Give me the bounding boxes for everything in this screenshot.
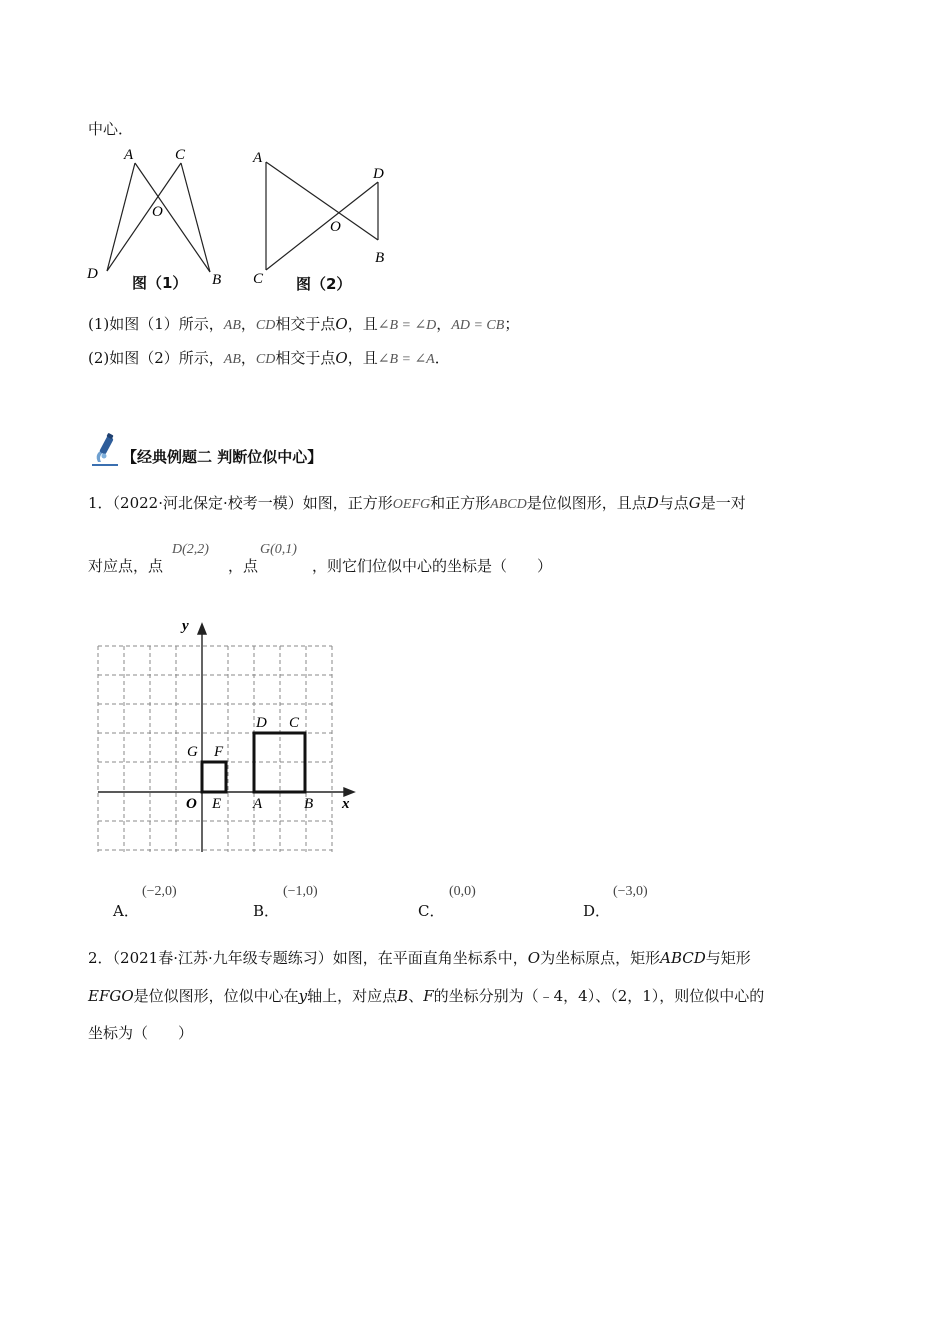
segment-AB xyxy=(135,163,210,272)
x-axis-arrow xyxy=(344,788,354,796)
label-C: C xyxy=(253,271,264,287)
point-G-coords: G(0,1) xyxy=(260,542,297,557)
label-O: O xyxy=(330,219,341,235)
part-1: (1)如图（1）所示，AB，CD相交于点O，且∠B = ∠D，AD = CB； xyxy=(88,315,520,333)
label-B: B xyxy=(212,272,222,288)
segment-AD xyxy=(107,163,135,271)
option-D-letter[interactable]: D． xyxy=(583,902,611,920)
figure-2-caption: 图（2） xyxy=(296,275,352,293)
question-1-line-2-c: ，则它们位似中心的坐标是（ ） xyxy=(312,557,553,575)
label-B: B xyxy=(304,796,314,812)
question-2-line-1: 2．（2021春·江苏·九年级专题练习）如图，在平面直角坐标系中，O为坐标原点，矩形ABCD与矩形 xyxy=(88,949,751,967)
point-D-coords: D(2,2) xyxy=(172,542,209,557)
option-A-value[interactable]: (−2,0) xyxy=(142,884,177,899)
label-A: A xyxy=(253,150,263,166)
figure-1-caption: 图（1） xyxy=(132,274,188,292)
label-D: D xyxy=(373,166,384,182)
x-axis-label: x xyxy=(342,796,350,812)
segment-AB xyxy=(266,162,378,240)
segment-CB xyxy=(181,163,210,272)
coordinate-grid xyxy=(90,612,370,862)
segment-CD xyxy=(266,182,378,270)
label-B: B xyxy=(375,250,385,266)
section-title: 【经典例题二 判断位似中心】 xyxy=(122,448,323,466)
part-2: (2)如图（2）所示，AB，CD相交于点O，且∠B = ∠A． xyxy=(88,349,450,367)
option-C-letter[interactable]: C． xyxy=(418,902,445,920)
option-C-value[interactable]: (0,0) xyxy=(449,884,476,899)
question-1-line-1: 1．（2022·河北保定·校考一模）如图，正方形OEFG和正方形ABCD是位似图形，且点D与点G是一对 xyxy=(88,494,746,512)
question-2-line-2: EFGO是位似图形，位似中心在y轴上，对应点B、F的坐标分别为（﹣4，4）、（2，1），则位似中心的 xyxy=(88,987,765,1005)
label-C: C xyxy=(289,715,300,731)
option-B-letter[interactable]: B． xyxy=(253,902,280,920)
option-B-value[interactable]: (−1,0) xyxy=(283,884,318,899)
question-1-line-2-b: ，点 xyxy=(228,557,259,575)
square-OEFG xyxy=(202,762,226,792)
y-axis-label: y xyxy=(182,618,189,634)
microscope-icon xyxy=(88,432,122,468)
label-E: E xyxy=(212,796,222,812)
label-A: A xyxy=(253,796,263,812)
option-A-letter[interactable]: A． xyxy=(113,902,139,920)
label-O: O xyxy=(186,796,197,812)
segment-CD xyxy=(107,163,181,271)
label-D: D xyxy=(256,715,267,731)
y-axis-arrow xyxy=(198,624,206,634)
label-A: A xyxy=(124,147,134,163)
label-D: D xyxy=(87,266,98,282)
question-2-line-3: 坐标为（ ） xyxy=(88,1024,194,1042)
question-1-line-2-a: 对应点，点 xyxy=(88,557,164,575)
label-O: O xyxy=(152,204,163,220)
option-D-value[interactable]: (−3,0) xyxy=(613,884,648,899)
label-C: C xyxy=(175,147,186,163)
intro-text: 中心． xyxy=(88,120,134,138)
label-F: F xyxy=(214,744,224,760)
label-G: G xyxy=(187,744,198,760)
